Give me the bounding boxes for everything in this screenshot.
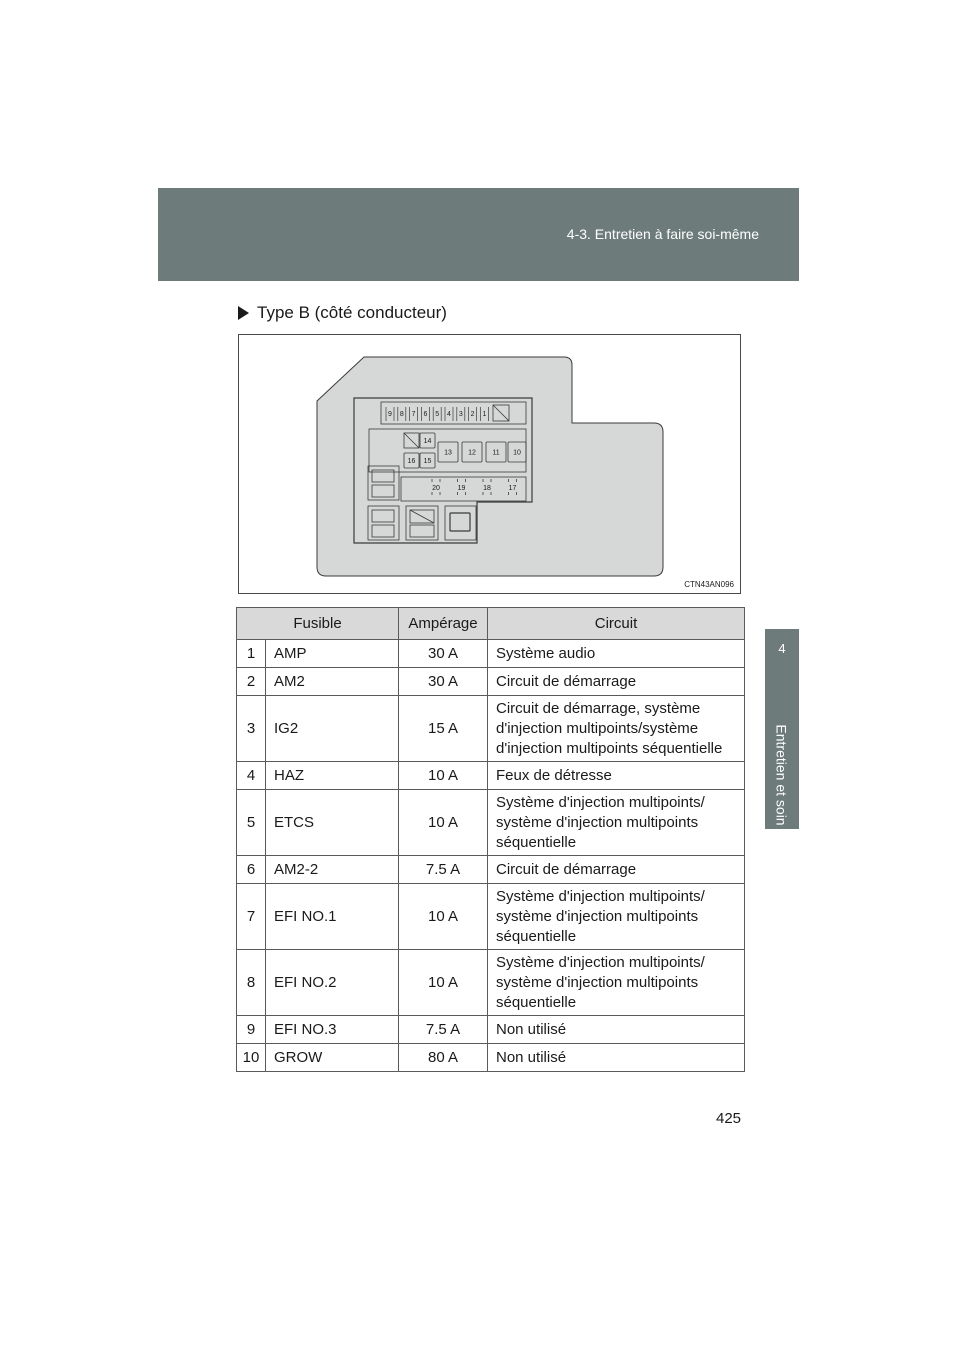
- fuse-label: 5: [435, 411, 440, 418]
- fuse-amperage: 15 A: [399, 696, 488, 762]
- fuse-circuit: Système d'injection multipoints/ système d'injection multipoints séquentielle: [488, 790, 745, 856]
- table-row: [237, 856, 745, 884]
- fuse-label: 1: [482, 411, 487, 418]
- fuse-name: AMP: [266, 640, 399, 668]
- fuse-name: HAZ: [266, 762, 399, 790]
- fuse-name: AM2-2: [266, 856, 399, 884]
- chapter-label: Entretien et soin: [774, 724, 791, 826]
- fuse-label: 13: [444, 449, 452, 457]
- section-heading-text: Type B (côté conducteur): [257, 303, 447, 322]
- fuse-label: 2: [470, 411, 475, 418]
- fuse-label: 19: [457, 485, 466, 492]
- table-row: [237, 884, 745, 950]
- fuse-label: 10: [513, 449, 521, 457]
- chapter-label-container: [766, 715, 798, 835]
- fuse-number: 2: [237, 668, 266, 696]
- fuse-amperage: 10 A: [399, 884, 488, 950]
- fuse-amperage: 80 A: [399, 1044, 488, 1072]
- table-row: [237, 640, 745, 668]
- fuse-circuit: Non utilisé: [488, 1016, 745, 1044]
- fuse-label: 17: [508, 485, 517, 492]
- header-fuse: Fusible: [237, 608, 399, 640]
- fuse-label: 4: [447, 411, 451, 418]
- fuse-number: 5: [237, 790, 266, 856]
- fuse-amperage: 10 A: [399, 950, 488, 1016]
- fuse-circuit: Circuit de démarrage: [488, 668, 745, 696]
- fuse-box-diagram: [239, 335, 742, 595]
- fuse-name: GROW: [266, 1044, 399, 1072]
- fuse-circuit: Feux de détresse: [488, 762, 745, 790]
- fuse-amperage: 7.5 A: [399, 856, 488, 884]
- fuse-label: 7: [411, 411, 416, 418]
- fuse-number: 8: [237, 950, 266, 1016]
- fuse-number: 1: [237, 640, 266, 668]
- table-row: [237, 762, 745, 790]
- table-row: [237, 790, 745, 856]
- fuse-label: 3: [458, 411, 463, 418]
- fuse-circuit: Non utilisé: [488, 1044, 745, 1072]
- fuse-label: 8: [399, 411, 404, 418]
- table-row: [237, 696, 745, 762]
- fuse-label: 9: [388, 411, 392, 418]
- fuse-amperage: 30 A: [399, 640, 488, 668]
- figure-code: CTN43AN096: [684, 580, 734, 589]
- header-circuit: Circuit: [488, 608, 745, 640]
- fuse-name: IG2: [266, 696, 399, 762]
- fuse-number: 3: [237, 696, 266, 762]
- triangle-bullet-icon: [238, 306, 249, 320]
- table-row: [237, 1044, 745, 1072]
- fuse-label: 11: [492, 449, 500, 457]
- fuse-label: 14: [423, 438, 432, 445]
- fuse-circuit: Circuit de démarrage: [488, 856, 745, 884]
- fuse-amperage: 30 A: [399, 668, 488, 696]
- fuse-name: EFI NO.1: [266, 884, 399, 950]
- fuse-amperage: 7.5 A: [399, 1016, 488, 1044]
- fuse-table: [236, 607, 745, 1072]
- fuse-label: 6: [423, 411, 428, 418]
- fuse-name: AM2: [266, 668, 399, 696]
- page-number: 425: [716, 1110, 742, 1127]
- fuse-box-figure: [238, 334, 741, 594]
- fuse-number: 9: [237, 1016, 266, 1044]
- fuse-circuit: Système audio: [488, 640, 745, 668]
- fuse-label: 16: [407, 458, 416, 465]
- fuse-label: 12: [468, 449, 476, 457]
- fuse-amperage: 10 A: [399, 790, 488, 856]
- fuse-number: 4: [237, 762, 266, 790]
- chapter-header-band: [158, 188, 799, 281]
- chapter-number: 4: [778, 641, 786, 656]
- section-heading: [238, 303, 447, 323]
- table-row: [237, 668, 745, 696]
- fuse-name: EFI NO.2: [266, 950, 399, 1016]
- fuse-name: EFI NO.3: [266, 1016, 399, 1044]
- fuse-circuit: Circuit de démarrage, système d'injection multipoints/système d'injection multipoints séquentielle: [488, 696, 745, 762]
- fuse-number: 7: [237, 884, 266, 950]
- fuse-circuit: Système d'injection multipoints/ système d'injection multipoints séquentielle: [488, 884, 745, 950]
- table-header-row: [237, 608, 745, 640]
- section-title: 4-3. Entretien à faire soi-même: [566, 226, 759, 242]
- table-row: [237, 950, 745, 1016]
- fuse-label: 18: [483, 485, 491, 492]
- fuse-number: 6: [237, 856, 266, 884]
- fuse-label: 15: [423, 458, 432, 465]
- fuse-name: ETCS: [266, 790, 399, 856]
- fuse-label: 20: [432, 485, 440, 492]
- fuse-amperage: 10 A: [399, 762, 488, 790]
- table-row: [237, 1016, 745, 1044]
- header-amperage: Ampérage: [399, 608, 488, 640]
- fuse-number: 10: [237, 1044, 266, 1072]
- fuse-circuit: Système d'injection multipoints/ système d'injection multipoints séquentielle: [488, 950, 745, 1016]
